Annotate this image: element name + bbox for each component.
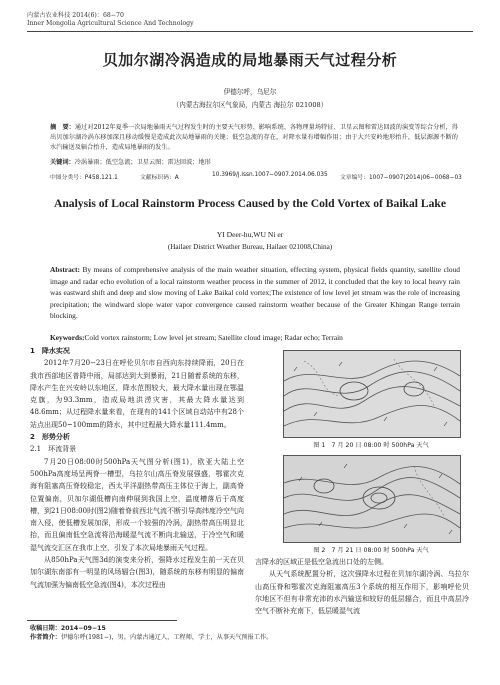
received-date-text: 收稿日期：2014−09−15 [30,625,106,632]
title-en: Analysis of Local Rainstorm Process Caused by the Cold Vortex of Baikal Lake [53,197,447,210]
figure-2-caption: 图 2 7 月 21 日 08:00 时 500hPa 天气 [313,547,429,554]
header-rule [27,31,473,32]
abstract-en-text: By means of comprehensive analysis of the main weather situation, effecting system, physical fields quantity, satellite cloud image and radar echo evolution of a local rainstorm weather process in the summer of 2012, it concluded that the key to local heavy rain was eastward shift and deep and slow moving of Lake Baikal cold vortex;The existence of low level jet stream was the role of increasing precipitation; the windward slope water vapor convergence caused rainstorm weather because of the Greater Khingan Range terrain blocking. [50,265,460,321]
keywords-cn-label: 关键词： [50,159,75,166]
left-column [30,345,244,591]
authors-en: YI Deer-hu,WU Ni er [216,230,284,239]
footnote-rule [27,620,177,621]
authors-cn: 伊德尔呼，乌尼尔 [223,88,277,96]
journal-name-cn: 内蒙古农业科技 2014(6)：68−70 [27,12,124,19]
abstract-cn-label: 摘 要： [50,124,75,131]
figure-2-contour-map [284,456,460,542]
author-bio-label: 作者简介： [30,634,61,641]
section-2-1-text-2: 从850hPa天气图3d的演变来分析，强降水过程发生前一天在贝加尔湖东南部有一明显的风场辐合(图3)，随系统的东移有明显的偏南气流加强为偏南低空急流(图4)，本次过程由 [30,556,244,589]
abstract-cn-text: 通过对2012年夏季一次局地暴雨天气过程发生时的主要天气形势、影响系统、各物理量场特征、卫星云图和雷达回波的演变等综合分析，得出贝加尔湖冷涡东移加深且移动缓慢是造成此次局地暴雨的关键；低空急流的存在，对降水量有增幅作用；由于大兴安岭地形抬升，低层源源不断的水汽输送及辐合抬升，造成局地暴雨的发生。 [50,124,458,151]
title-cn: 贝加尔湖冷涡造成的局地暴雨天气过程分析 [102,51,398,69]
abstract-en-label: Abstract: [50,265,80,274]
section-2-heading: 2 形势分析 [30,433,70,442]
figure-1-contour-map [284,351,460,437]
right-column [255,556,469,617]
doi: 10.3969/j.issn.1007−0907.2014.06.035 [212,172,328,178]
journal-header [27,12,194,28]
keywords-en [50,333,460,342]
figure-2-map [283,455,461,543]
right-column-text-1: 言降水的区域正是低空急流出口处的左侧。 [255,558,388,566]
keywords-en-text: Cold vortex rainstorm; Low level jet stream; Satellite cloud image; Radar echo; Terrain [84,333,343,342]
document-code: 文献标识码：A [140,175,179,181]
received-date [30,624,106,633]
figure-1-caption: 图 1 7 月 20 日 08:00 时 500hPa 天气 [313,442,429,449]
keywords-cn [50,158,458,168]
section-1-heading: 1 降水实况 [30,347,70,355]
keywords-en-label: Keywords: [50,333,85,342]
section-2-1-text: 7月20日08:00时500hPa天气图分析(图1)，欧亚大陆上空500hPa高度场呈两脊一槽型，乌拉尔山高压脊发展强盛，鄂霍次克海有阻塞高压脊较稳定，西太平洋副热带高压主体位于海上，副高脊位置偏南，贝加尔湖低槽向南伸展到我国上空，温度槽落后于高度槽，到21日08:00时(图2)随着脊前西北气流不断引导高纬度冷空气向南入侵，使低槽发展加深，形成一个较强的冷涡，副热带高压明显北抬，而且偏南低空急流将沿海暖湿气流不断向北输送，于冷空气和暖湿气流交汇区在我市上空，引发了本次局地暴雨天气过程。 [30,457,244,552]
journal-name-en: Inner Mongolia Agricultural Science And Technology [27,20,194,27]
section-2-1-heading: 2.1 环流背景 [30,445,77,454]
figure-1-map [283,350,461,438]
article-id: 文章编号：1007−0907(2014)06−0068−03 [340,175,462,181]
section-1-text: 2012年7月20−23日在呼伦贝尔市自西向东持续降雨，20日在我市西部地区普降中雨，局部达到大到暴雨，21日随着系统的东移，降水产生在兴安岭以东地区，降水范围较大，最大降水量出现在鄂温克旗，为93.3mm，造成局地洪涝灾害，其最大降水量达到48.6mm；从过程降水量来看，在现有的141个区域自动站中有28个站点出现50~100mm的降水，其中过程最大降水量111.4mm。 [30,359,244,429]
clc-number: 中图分类号：P458.121.1 [50,175,118,181]
abstract-cn [50,123,458,153]
affiliation-en: (Hailaer District Weather Bureau, Hailaer 021008,China) [167,243,333,251]
keywords-cn-text: 冷涡暴雨；低空急流；卫星云图；雷达回波；地形 [74,159,211,166]
affiliation-cn: （内蒙古海拉尔区气象局，内蒙古 海拉尔 021008） [172,101,328,109]
author-bio [30,633,272,642]
author-bio-text: 伊德尔呼(1981−)，男，内蒙古通辽人，工程师，学士，从事天气预报工作。 [60,634,273,641]
abstract-en [50,264,460,322]
right-column-text-2: 从天气系统配置分析，这次强降水过程在贝加尔湖冷涡、乌拉尔山高压脊和鄂霍次克海阻塞高压3个系统的相互作用下，影响呼伦贝尔地区不但有非常充沛的水汽输送和较好的低层辐合，而且中高层冷空气不断补充南下，低层暖湿气流 [255,570,469,616]
